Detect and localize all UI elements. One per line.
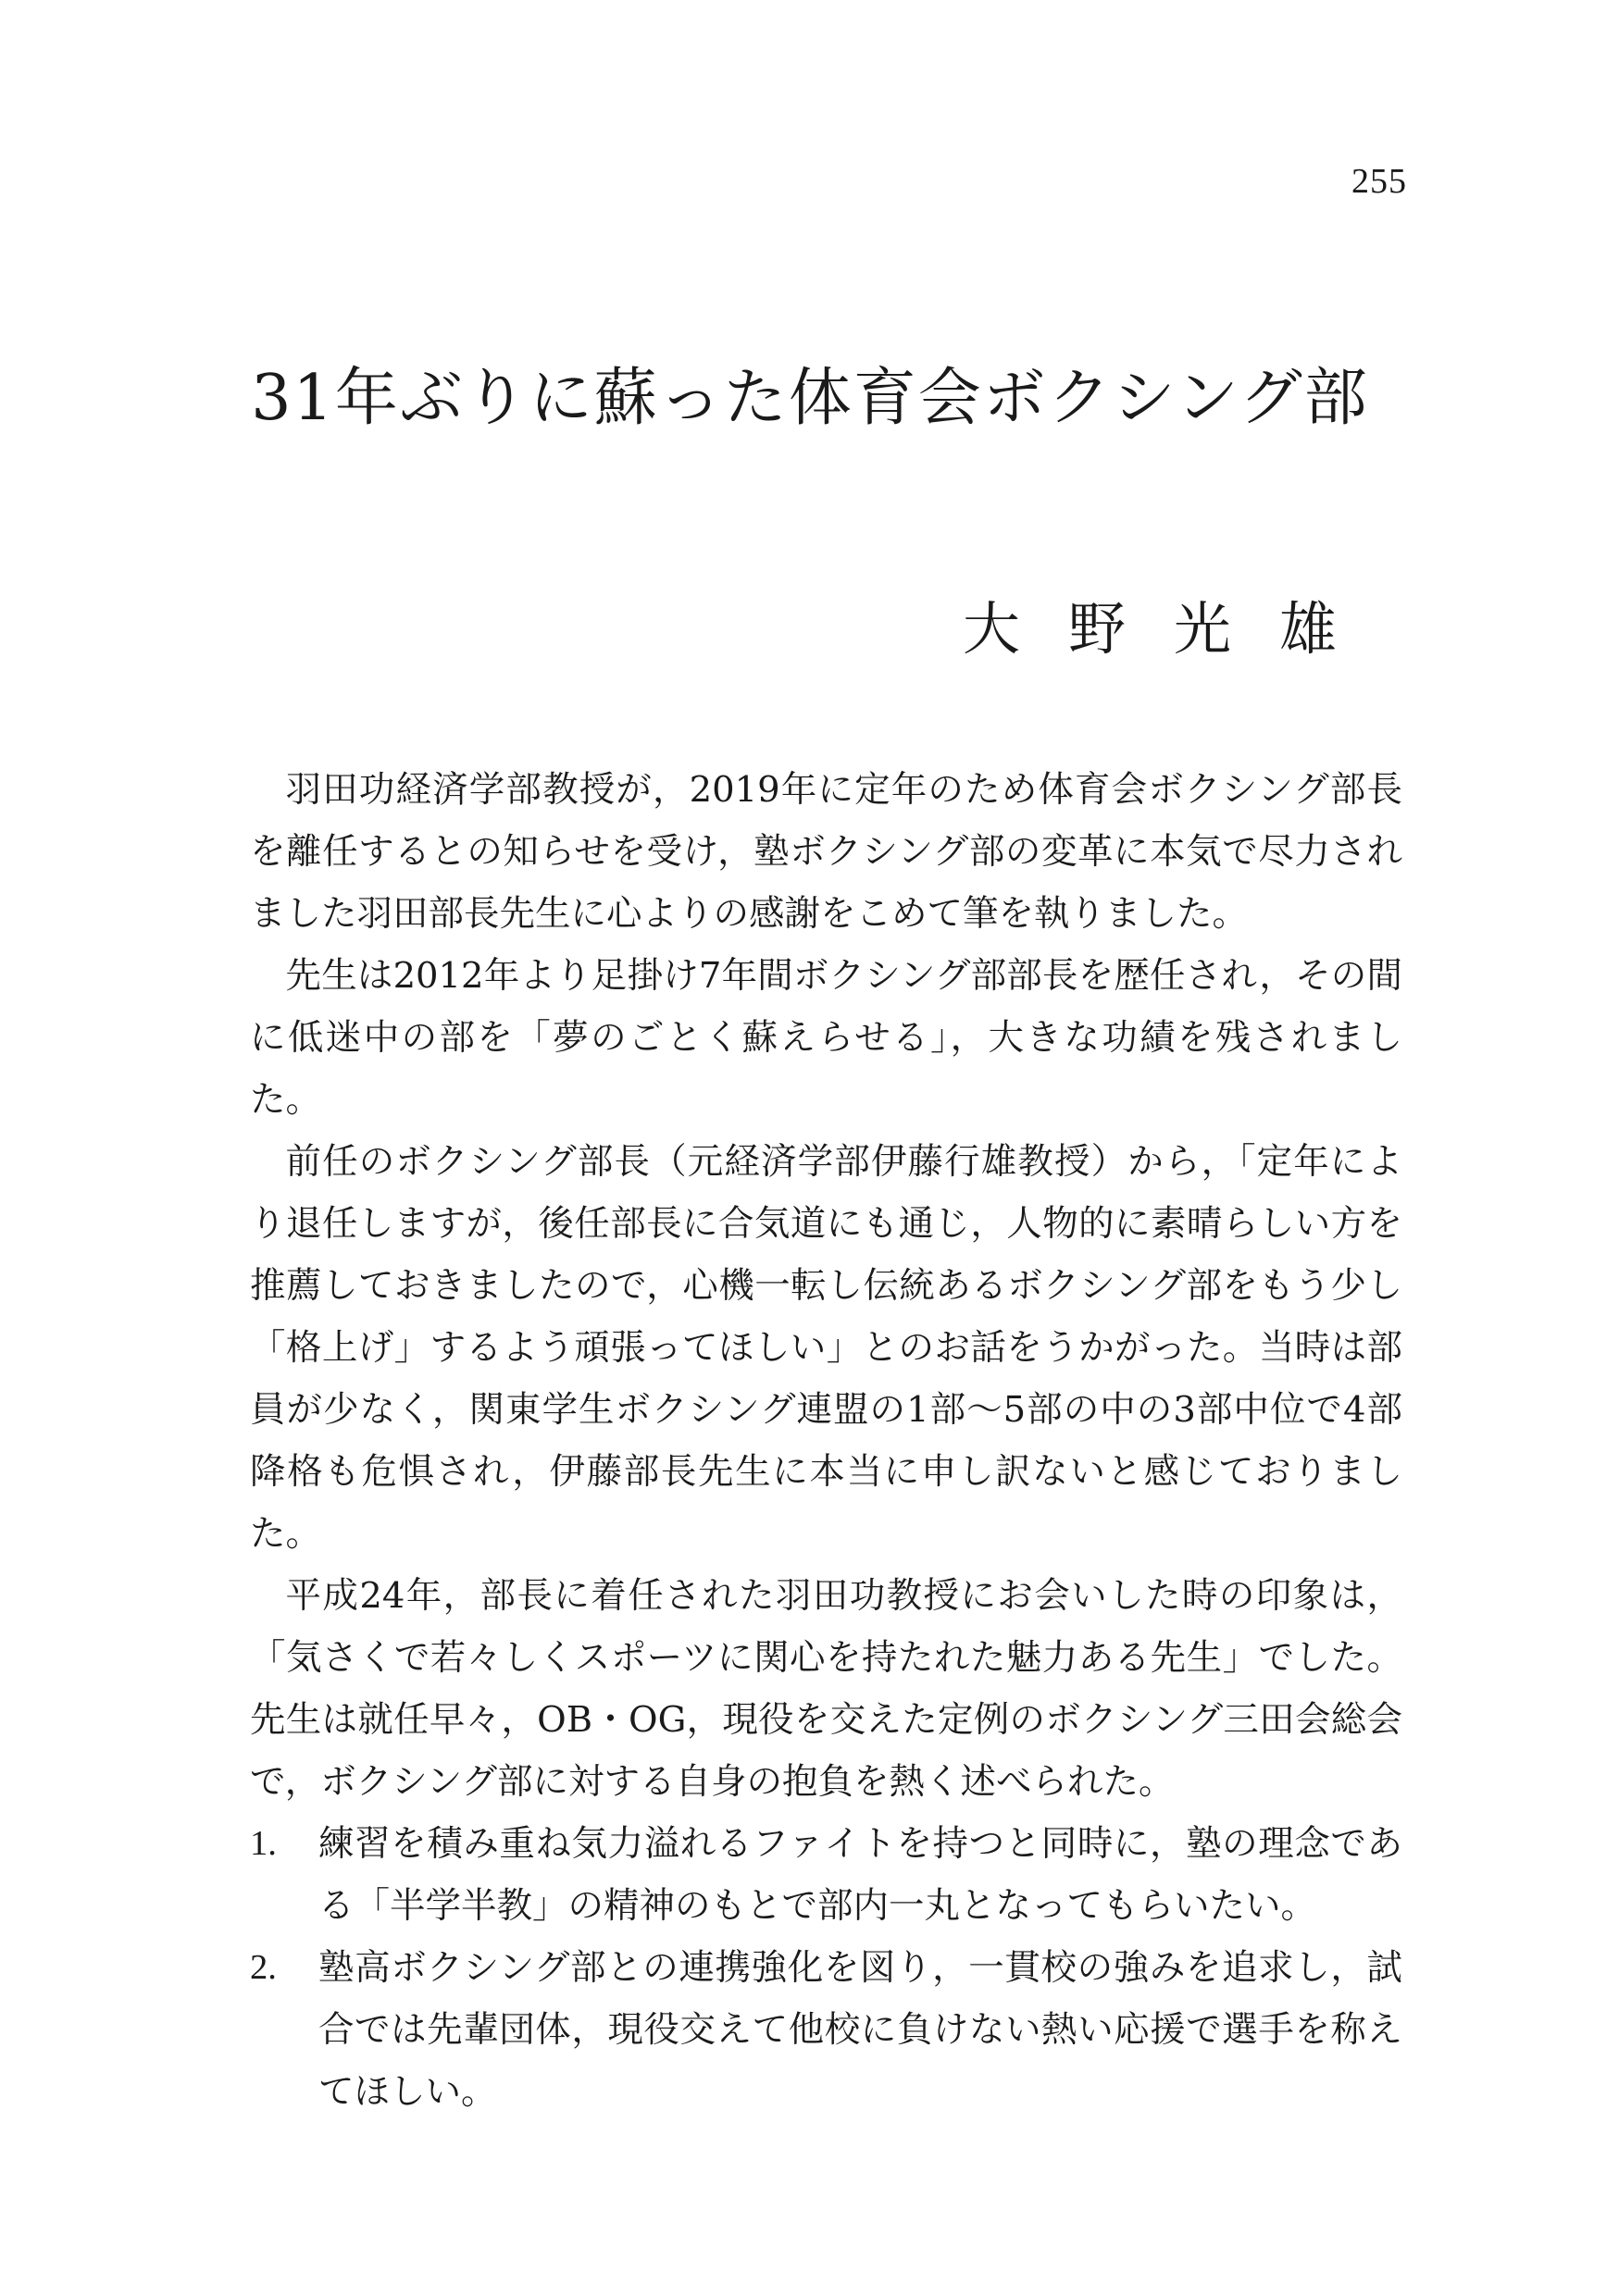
body-paragraph: 前任のボクシング部長（元経済学部伊藤行雄教授）から，「定年により退任しますが，後任部長に合気道にも通じ，人物的に素晴らしい方を推薦しておきましたので，心機一転し伝統あるボクシング部をもう少し「格上げ」するよう頑張ってほしい」とのお話をうかがった。当時は部員が少なく，関東学生ボクシング連盟の1部～5部の中の3部中位で4部降格も危惧され，伊藤部長先生に本当に申し訳ないと感じておりました。 (250, 1141, 1402, 1555)
body-paragraph: 先生は2012年より足掛け7年間ボクシング部部長を歴任され，その間に低迷中の部を「夢のごとく蘇えらせる」，大きな功績を残されました。 (250, 955, 1402, 1121)
list-item (250, 1813, 1402, 1937)
list-item-number: 2. (250, 1948, 277, 1987)
list-item-text: 塾高ボクシング部との連携強化を図り，一貫校の強みを追求し，試合では先輩団体，現役交えて他校に負けない熱い応援で選手を称えてほしい。 (318, 1947, 1402, 2113)
article-title: 31年ぶりに蘇った体育会ボクシング部 (251, 362, 1369, 435)
author-name: 大野光雄 (963, 595, 1386, 663)
list-item-text: 練習を積み重ね気力溢れるファイトを持つと同時に，塾の理念である「半学半教」の精神のもとで部内一丸となってもらいたい。 (318, 1823, 1402, 1927)
list-item-number: 1. (250, 1824, 277, 1863)
page-number: 255 (1351, 162, 1407, 201)
body-paragraph: 平成24年，部長に着任された羽田功教授にお会いした時の印象は，「気さくで若々しくスポーツに関心を持たれた魅力ある先生」でした。先生は就任早々，OB・OG，現役を交えた定例のボクシング三田会総会で，ボクシング部に対する自身の抱負を熱く述べられた。 (250, 1575, 1402, 1803)
list-item (250, 1937, 1402, 2123)
article-body (250, 759, 1402, 2123)
body-paragraph: 羽田功経済学部教授が，2019年に定年のため体育会ボクシング部長を離任するとの知らせを受け，塾ボクシング部の変革に本気で尽力されました羽田部長先生に心よりの感謝をこめて筆を執りました。 (250, 769, 1402, 935)
